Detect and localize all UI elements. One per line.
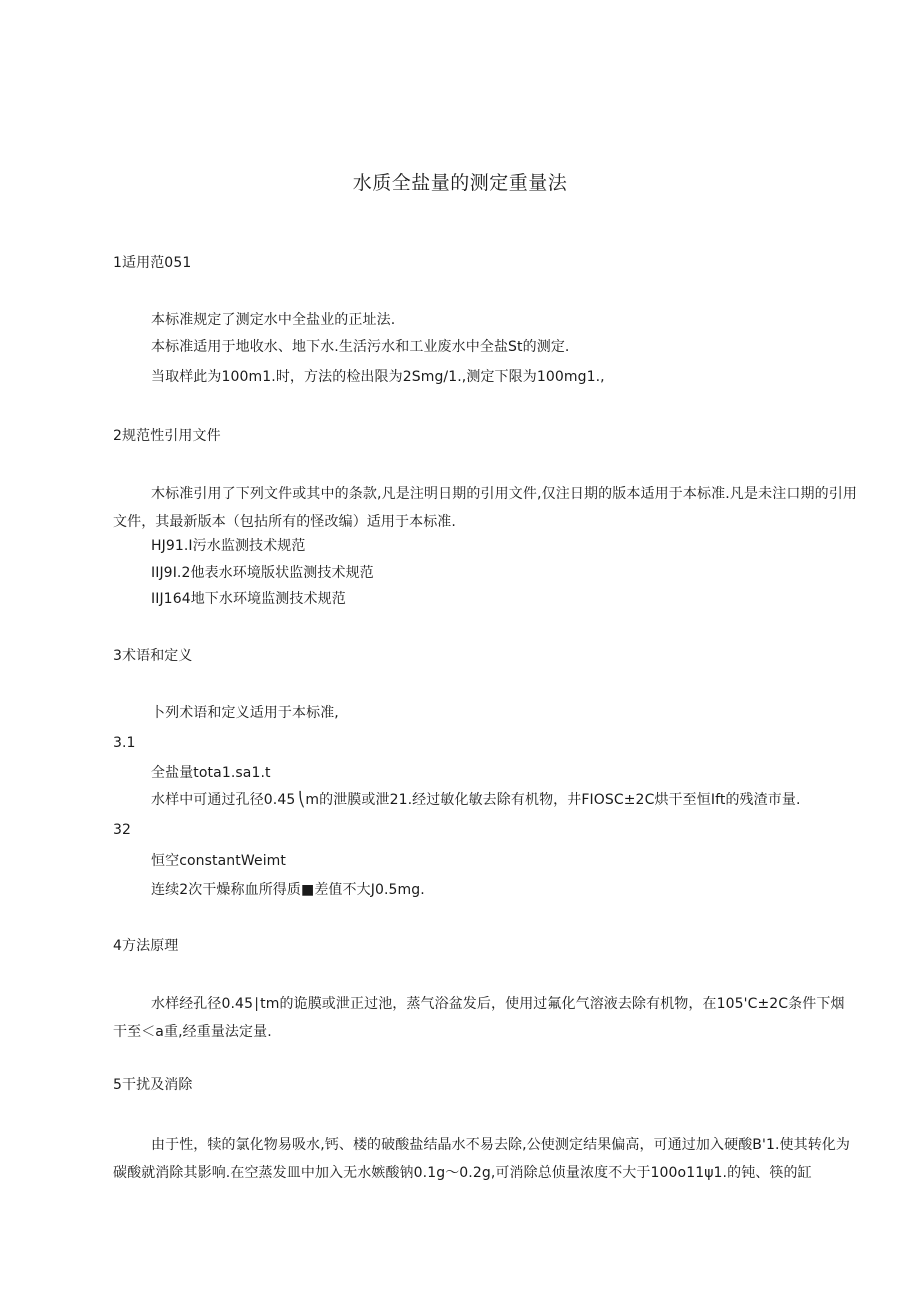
reference-item-2: IIJ9I.2他表水环境版状监测技术规范 — [151, 565, 374, 581]
section-1-heading: 1适用范051 — [113, 255, 192, 271]
section-2-paragraph: 木标准引用了下列文件或其中的条款,凡是注明日期的引用文件,仅注日期的版本适用于本标准.凡是未注口期的引用文件，其最新版本（包拈所有的怪改编）适用于本标准. — [113, 486, 857, 530]
term-2-definition: 连续2次干燥称血所得质■差值不大J0.5mg. — [151, 882, 425, 898]
term-2-name: 恒空constantWeimt — [151, 853, 287, 869]
term-1-number: 3.1 — [113, 735, 136, 751]
section-3-intro: 卜列术语和定义适用于本标准, — [151, 705, 339, 721]
section-1-line-3: 当取样此为100m1.时，方法的检出限为2Smg/1.,测定下限为100mg1., — [151, 369, 605, 385]
section-5-paragraph: 由于性，犊的氯化物易吸水,钙、楼的破酸盐结晶水不易去除,公使测定结果偏高，可通过加入硬酸B'1.使其转化为碳酸就消除其影响.在空蒸发皿中加入无水嫉酸钠0.1g〜0.2g,可消除总侦量浓度不大于100o11ψ1.的钝、筷的缸 — [113, 1137, 851, 1181]
section-4-paragraph: 水样经孔径0.45∣tm的诡膜或泄正过池，蒸气浴盆发后，使用过氟化气溶液去除有机物，在105'C±2C条件下烟干至＜a重,经重量法定量. — [113, 996, 845, 1040]
document-title: 水质全盐量的测定重量法 — [352, 172, 568, 194]
term-1-definition: 水样中可通过孔径0.45 ⎝m的泄膜或泄21.经过敏化敏去除有机物，井FIOSC±2C烘干至恒Ift的残渣市量. — [151, 792, 801, 808]
section-2-heading: 2规范性引用文件 — [113, 428, 221, 444]
reference-item-1: HJ91.I污水监测技术规范 — [151, 538, 306, 554]
reference-item-3: IIJ164地下水环境监测技术规范 — [151, 591, 346, 607]
section-1-line-2: 本标准适用于地收水、地下水.生活污水和工业废水中全盐St的测定. — [151, 339, 570, 355]
section-3-heading: 3术语和定义 — [113, 648, 193, 664]
section-5-heading: 5干扰及消除 — [113, 1077, 193, 1093]
term-1-name: 全盐量tota1.sa1.t — [151, 765, 271, 781]
section-4-heading: 4方法原理 — [113, 938, 179, 954]
section-1-line-1: 本标准规定了测定水中全盐业的正址法. — [151, 312, 396, 328]
term-2-number: 32 — [113, 822, 132, 838]
